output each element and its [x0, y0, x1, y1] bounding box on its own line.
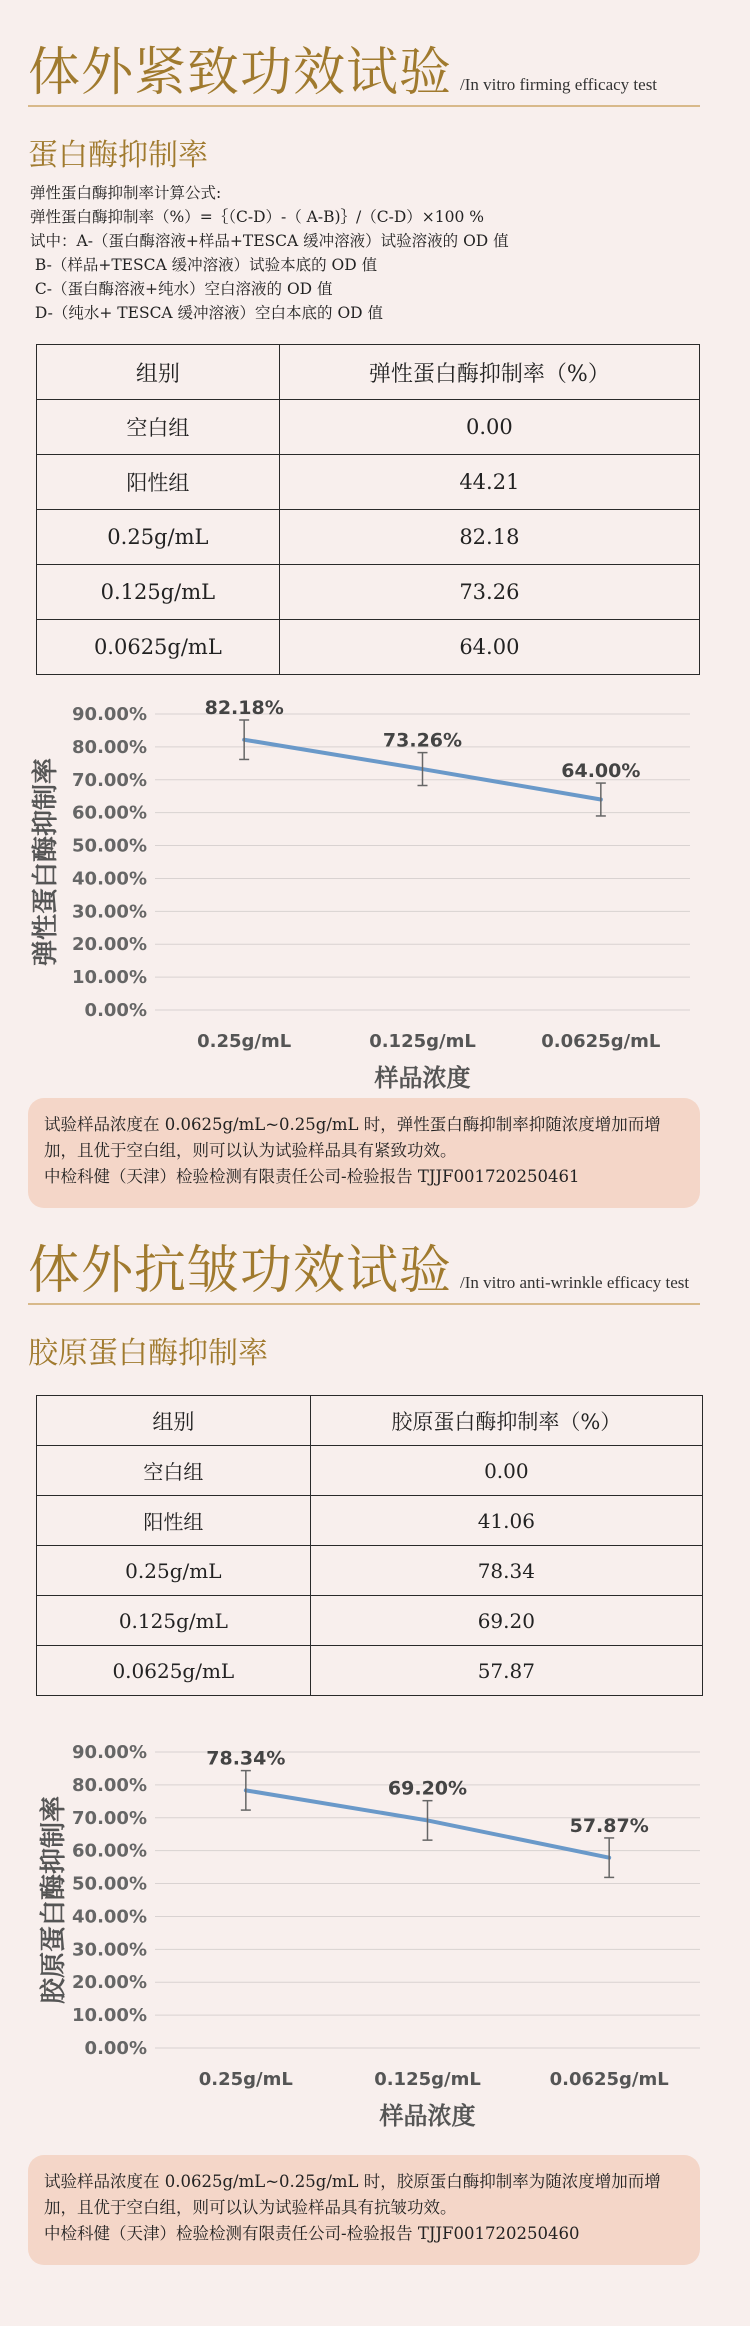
data-label: 82.18% [204, 696, 284, 719]
x-tick-label: 0.125g/mL [374, 2069, 481, 2090]
note-line: 试验样品浓度在 0.0625g/mL~0.25g/mL 时，弹性蛋白酶抑制率抑随浓度增加而增 [44, 1115, 661, 1134]
firming-chart [20, 685, 720, 1095]
table-header: 组别 [37, 345, 280, 400]
table-cell: 0.00 [279, 400, 699, 455]
x-tick-label: 0.25g/mL [198, 2069, 293, 2090]
table-row [37, 455, 700, 510]
y-tick-label: 60.00% [72, 1840, 147, 1862]
y-tick-label: 90.00% [72, 704, 147, 725]
note-line: 中检科健（天津）检验检测有限责任公司-检验报告 TJJF001720250461 [44, 1167, 580, 1186]
antiwrinkle-chart [20, 1723, 720, 2133]
table-cell: 0.0625g/mL [37, 1646, 311, 1696]
table-cell: 69.20 [310, 1596, 702, 1646]
y-tick-label: 0.00% [84, 1000, 147, 1021]
y-tick-label: 90.00% [72, 1742, 147, 1763]
firming-divider [28, 105, 700, 107]
table-cell: 0.125g/mL [37, 1596, 311, 1646]
formula-line: D-（纯水+ TESCA 缓冲溶液）空白本底的 OD 值 [30, 304, 384, 322]
formula-line: B-（样品+TESCA 缓冲溶液）试验本底的 OD 值 [30, 256, 378, 274]
table-cell: 57.87 [310, 1646, 702, 1696]
table-cell: 73.26 [279, 565, 699, 620]
y-tick-label: 80.00% [72, 736, 147, 758]
table-cell: 41.06 [310, 1496, 702, 1546]
formula-line: 试中：A-（蛋白酶溶液+样品+TESCA 缓冲溶液）试验溶液的 OD 值 [30, 232, 509, 250]
y-tick-label: 50.00% [72, 1873, 147, 1895]
y-tick-label: 20.00% [72, 934, 147, 956]
y-tick-label: 70.00% [72, 1807, 147, 1829]
x-axis-title: 样品浓度 [374, 1064, 471, 1092]
data-label: 57.87% [569, 1814, 649, 1837]
data-label: 64.00% [561, 760, 641, 783]
firming-subtitle-en: /In vitro firming efficacy test [460, 75, 658, 94]
table-header: 弹性蛋白酶抑制率（%） [279, 345, 699, 400]
antiwrinkle-subtitle-en: /In vitro anti-wrinkle efficacy test [460, 1273, 690, 1292]
data-label: 73.26% [382, 729, 463, 752]
firming-header [28, 30, 657, 105]
table-cell: 0.00 [310, 1446, 702, 1496]
y-tick-label: 40.00% [72, 1906, 147, 1928]
y-tick-label: 60.00% [72, 802, 147, 824]
y-tick-label: 70.00% [72, 769, 147, 791]
table-cell: 空白组 [37, 1446, 311, 1496]
table-header: 组别 [37, 1396, 311, 1446]
note-line: 加，且优于空白组，则可以认为试验样品具有抗皱功效。 [44, 2198, 457, 2217]
firming-section-title: 蛋白酶抑制率 [28, 138, 208, 173]
note-line: 试验样品浓度在 0.0625g/mL~0.25g/mL 时，胶原蛋白酶抑制率为随浓度增加而增 [44, 2172, 661, 2191]
y-tick-label: 20.00% [72, 1972, 147, 1994]
table-row [37, 400, 700, 455]
table-row [37, 565, 700, 620]
y-tick-label: 30.00% [72, 901, 147, 923]
table-cell: 阳性组 [37, 455, 280, 510]
antiwrinkle-table [36, 1395, 703, 1696]
table-row [37, 510, 700, 565]
x-axis-title: 样品浓度 [379, 2102, 476, 2130]
firming-title: 体外紧致功效试验 [28, 43, 453, 103]
antiwrinkle-section-title: 胶原蛋白酶抑制率 [28, 1336, 268, 1371]
table-cell: 78.34 [310, 1546, 702, 1596]
table-cell: 64.00 [279, 620, 699, 675]
x-tick-label: 0.25g/mL [197, 1031, 292, 1052]
antiwrinkle-title: 体外抗皱功效试验 [28, 1241, 453, 1301]
table-row [37, 620, 700, 675]
formula-line: 弹性蛋白酶抑制率计算公式: [30, 184, 222, 202]
y-tick-label: 50.00% [72, 835, 147, 857]
x-tick-label: 0.125g/mL [369, 1031, 476, 1052]
table-cell: 0.0625g/mL [37, 620, 280, 675]
y-tick-label: 0.00% [84, 2038, 147, 2059]
antiwrinkle-divider [28, 1303, 700, 1305]
table-cell: 阳性组 [37, 1496, 311, 1546]
table-cell: 82.18 [279, 510, 699, 565]
table-header: 胶原蛋白酶抑制率（%） [310, 1396, 702, 1446]
y-tick-label: 30.00% [72, 1939, 147, 1961]
y-axis-title: 弹性蛋白酶抑制率 [31, 757, 61, 967]
antiwrinkle-note [28, 2155, 700, 2265]
table-cell: 0.25g/mL [37, 1546, 311, 1596]
table-row [37, 1546, 703, 1596]
x-tick-label: 0.0625g/mL [541, 1031, 661, 1052]
table-cell: 44.21 [279, 455, 699, 510]
y-tick-label: 10.00% [72, 2005, 147, 2027]
note-line: 中检科健（天津）检验检测有限责任公司-检验报告 TJJF001720250460 [44, 2224, 580, 2243]
table-row [37, 1596, 703, 1646]
y-tick-label: 10.00% [72, 967, 147, 989]
table-cell: 0.125g/mL [37, 565, 280, 620]
firming-formula [30, 181, 509, 325]
x-tick-label: 0.0625g/mL [549, 2069, 669, 2090]
table-cell: 0.25g/mL [37, 510, 280, 565]
y-tick-label: 40.00% [72, 868, 147, 890]
table-cell: 空白组 [37, 400, 280, 455]
formula-line: C-（蛋白酶溶液+纯水）空白溶液的 OD 值 [30, 280, 333, 298]
firming-table [36, 344, 700, 675]
firming-note [28, 1098, 700, 1208]
table-row [37, 1496, 703, 1546]
y-axis-title: 胶原蛋白酶抑制率 [39, 1795, 69, 2005]
formula-line: 弹性蛋白酶抑制率（%）=｛（C-D）-（ A-B)｝/（C-D）×100 % [30, 208, 484, 226]
data-label: 78.34% [206, 1747, 286, 1770]
note-line: 加，且优于空白组，则可以认为试验样品具有紧致功效。 [44, 1141, 457, 1160]
data-label: 69.20% [387, 1777, 468, 1800]
y-tick-label: 80.00% [72, 1774, 147, 1796]
table-row [37, 1646, 703, 1696]
table-row [37, 1446, 703, 1496]
antiwrinkle-header [28, 1228, 689, 1303]
